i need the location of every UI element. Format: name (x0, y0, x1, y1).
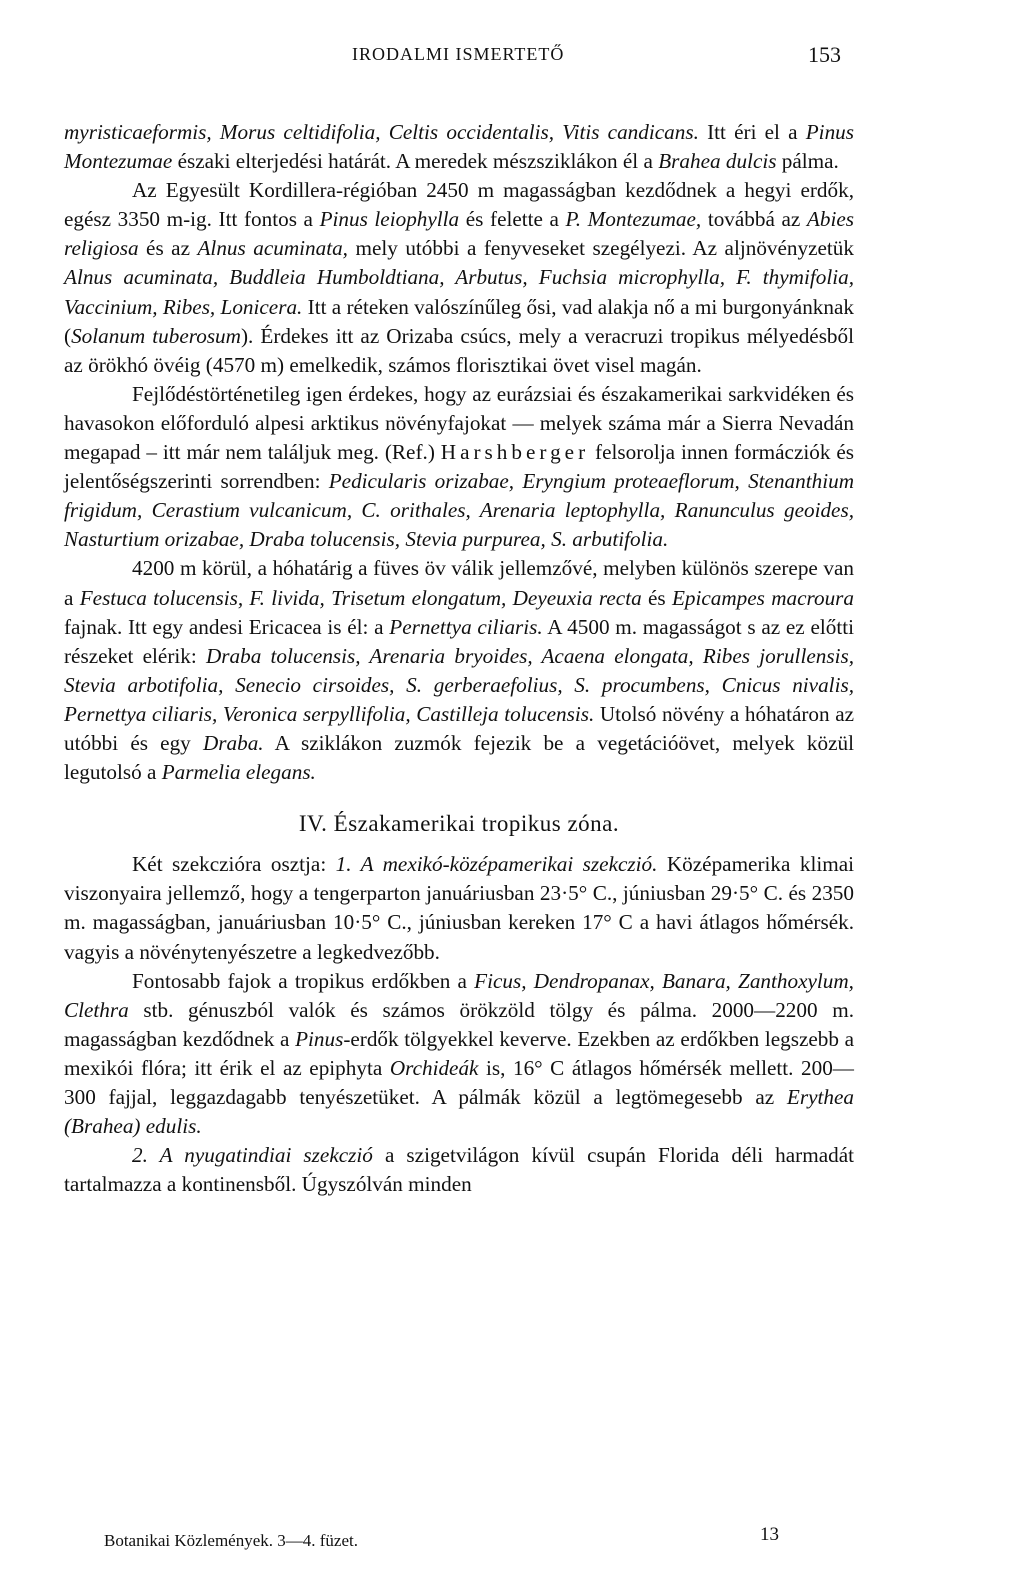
page-number: 153 (808, 42, 841, 67)
paragraph: Fejlődéstörténetileg igen érdekes, hogy az eurázsiai és északamerikai sarkvidéken és havasokon előforduló alpesi arktikus növényfajokat — melyek száma már a Sierra Nevadán megapad – itt már nem találjuk meg. (Ref.) Harshberger felsorolja innen formácziók és jelentőségszerinti sorrendben: Pedicularis orizabae, Eryngium proteaeflorum, Stenanthium frigidum, Cerastium vulcanicum, C. orithales, Arenaria leptophylla, Ranunculus geoides, Nasturtium orizabae, Draba tolucensis, Stevia purpurea, S. arbutifolia. (64, 381, 854, 552)
paragraph: myristicaeformis, Morus celtidifolia, Celtis occidentalis, Vitis candicans. Itt éri el a Pinus Montezumae északi elterjedési határát. A meredek mészsziklákon él a Brahea dulcis pálma. (64, 120, 854, 174)
journal-footer: Botanikai Közlemények. 3—4. füzet. (104, 1531, 358, 1550)
paragraph: 4200 m körül, a hóhatárig a füves öv válik jellemzővé, melyben különös szerepe van a Festuca tolucensis, F. livida, Trisetum elongatum, Deyeuxia recta és Epicampes macroura fajnak. Itt egy andesi Ericacea is él: a Pernettya ciliaris. A 4500 m. magasságot s az ez előtti részeket elérik: Draba tolucensis, Arenaria bryoides, Acaena elongata, Ribes jorullensis, Stevia arbotifolia, Senecio cirsoides, S. gerberaefolius, S. procumbens, Cnicus nivalis, Pernettya ciliaris, Veronica serpyllifolia, Castilleja tolucensis. Utolsó növény a hóhatáron az utóbbi és egy Draba. A sziklákon zuzmók fejezik be a vegetációövet, melyek közül legutolsó a Parmelia elegans. (64, 556, 855, 785)
paragraph: 2. A nyugatindiai szekczió a szigetvilágon kívül csupán Florida déli harmadát tartalmazza a kontinensből. Úgyszólván minden (64, 1143, 855, 1197)
paragraph: Az Egyesült Kordillera-régióban 2450 m magasságban kezdődnek a hegyi erdők, egész 3350 m-ig. Itt fontos a Pinus leiophylla és felette a P. Montezumae, továbbá az Abies religiosa és az Alnus acuminata, mely utóbbi a fenyveseket szegélyezi. Az aljnövényzetük Alnus acuminata, Buddleia Humboldtiana, Arbutus, Fuchsia microphylla, F. thymifolia, Vaccinium, Ribes, Lonicera. Itt a réteken valószínűleg ősi, vad alakja nő a mi burgonyánknak (Solanum tuberosum). Érdekes itt az Orizaba csúcs, mely a veracruzi tropikus mélyedésből az örökhó övéig (4570 m) emelkedik, számos florisztikai övet visel magán. (64, 178, 855, 377)
paragraph: Fontosabb fajok a tropikus erdőkben a Ficus, Dendropanax, Banara, Zanthoxylum, Clethra stb. génuszból valók és számos örökzöld tölgy és pálma. 2000—2200 m. magasságban kezdődnek a Pinus-erdők tölgyekkel keverve. Ezekben az erdőkben legszebb a mexikói flóra; itt érik el az epiphyta Orchideák is, 16° C átlagos hőmérsék mellett. 200—300 fajjal, leggazdagabb tenyészetüket. A pálmák közül a legtömegesebb az Erythea (Brahea) edulis. (64, 968, 854, 1139)
running-header: IRODALMI ISMERTETŐ (352, 44, 565, 64)
signature-mark: 13 (760, 1524, 779, 1545)
body-text (64, 118, 854, 1199)
section-heading: IV. Északamerikai tropikus zóna. (298, 811, 620, 837)
paragraph: Két szekczióra osztja: 1. A mexikó-középamerikai szekczió. Középamerika klimai viszonyaira jellemző, hogy a tengerparton januáriusban 23·5° C., júniusban 29·5° C. és 2350 m. magasságban, januáriusban 10·5° C., júniusban kereken 17° C a havi átlagos hőmérsék. vagyis a növénytenyészetre a legkedvezőbb. (64, 852, 854, 964)
